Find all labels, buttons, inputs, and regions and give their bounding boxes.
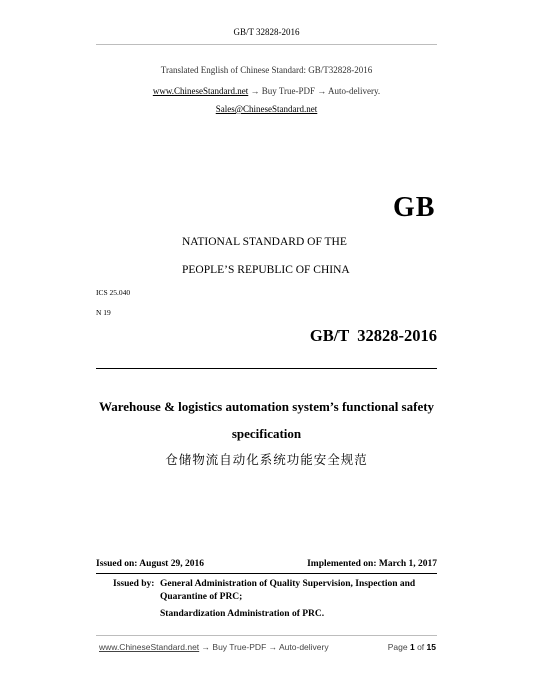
standard-number: GB/T 32828-2016 xyxy=(309,326,437,345)
site-link[interactable]: www.ChineseStandard.net xyxy=(152,86,249,96)
implemented-date: Implemented on: March 1, 2017 xyxy=(307,559,437,569)
issuer-line1: General Administration of Quality Supervision, Inspection and xyxy=(160,579,416,589)
footer-buy-text: → Buy True-PDF → Auto-delivery xyxy=(201,642,329,652)
title-cn: 仓储物流自动化系统功能安全规范 xyxy=(165,453,368,467)
email-link[interactable]: Sales@ChineseStandard.net xyxy=(215,104,318,114)
ccs-code: N 19 xyxy=(96,308,111,317)
header-rule xyxy=(96,44,437,45)
footer-rule xyxy=(96,635,437,636)
footer-site-link[interactable]: www.ChineseStandard.net xyxy=(99,642,200,652)
of-label: of xyxy=(417,642,425,652)
total-pages: 15 xyxy=(426,642,436,652)
ics-code: ICS 25.040 xyxy=(96,288,131,297)
buy-text: → Buy True-PDF → Auto-delivery. xyxy=(250,86,381,96)
translation-note: Translated English of Chinese Standard: GB/T32828-2016 xyxy=(160,65,373,75)
issued-by-label: Issued by: xyxy=(113,579,155,589)
issuer-line2: Quarantine of PRC; xyxy=(160,592,243,602)
title-rule xyxy=(96,368,437,369)
title-en-line2: specification xyxy=(231,426,302,441)
dates-rule xyxy=(96,573,437,574)
page-indicator xyxy=(388,642,436,652)
issued-date: Issued on: August 29, 2016 xyxy=(96,559,204,569)
buy-line xyxy=(0,86,533,96)
email-line xyxy=(0,104,533,114)
national-standard-line1: NATIONAL STANDARD OF THE xyxy=(182,236,347,248)
page-label: Page xyxy=(387,642,408,652)
title-en-line1: Warehouse & logistics automation system’s functional safety xyxy=(98,399,435,414)
issuer-line3: Standardization Administration of PRC. xyxy=(160,609,325,619)
footer-links xyxy=(99,642,329,652)
running-header: GB/T 32828-2016 xyxy=(233,27,300,37)
page-number: 1 xyxy=(409,642,415,652)
national-standard-line2: PEOPLE’S REPUBLIC OF CHINA xyxy=(182,264,350,276)
gb-logo: GB xyxy=(393,192,436,223)
